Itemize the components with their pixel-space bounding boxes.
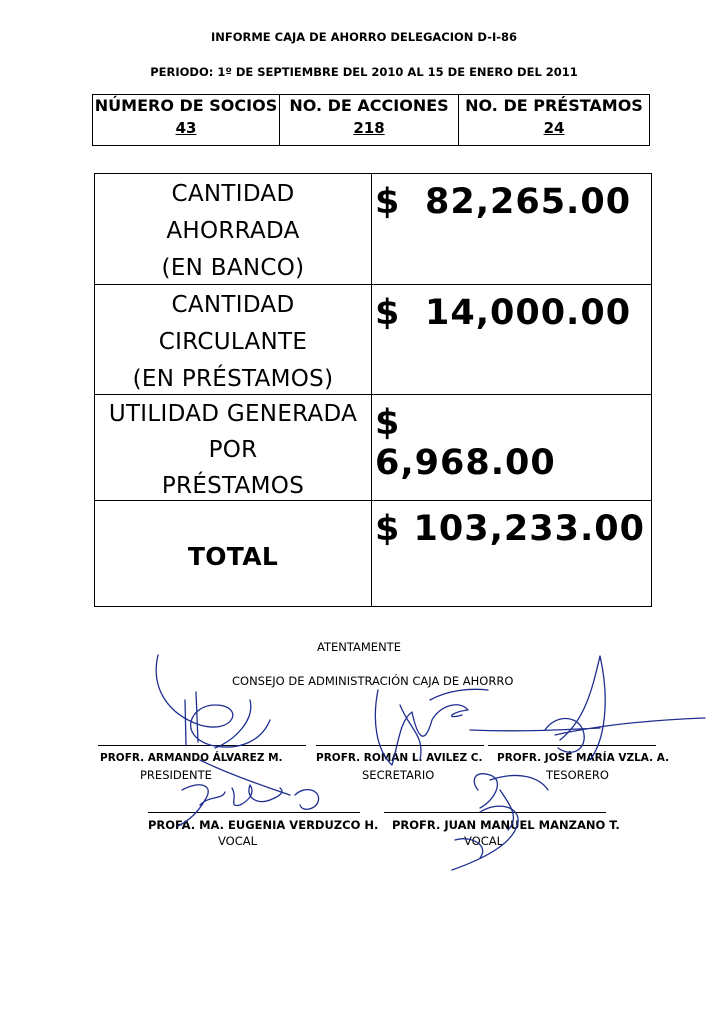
signature-tesorero [470,656,705,760]
report-title: INFORME CAJA DE AHORRO DELEGACION D-I-86 [210,30,518,44]
total-amount: $ 103,233.00 [375,509,645,549]
closing-greeting: ATENTAMENTE [317,640,401,654]
signatory-role: VOCAL [218,834,258,848]
signatory-name: PROFA. MA. EUGENIA VERDUZCO H. [148,818,379,832]
summary-label: NÚMERO DE SOCIOS [94,96,278,115]
amount-label-line: CIRCULANTE [158,329,308,355]
currency-sign: $ [375,182,401,222]
total-label: TOTAL [187,542,279,571]
signature-vocal-eugenia [178,785,319,826]
signatory-name: PROFR. JUAN MANUEL MANZANO T. [392,818,620,832]
amount-number: 6,968.00 [375,443,556,483]
amount-label-line: POR [208,437,258,463]
amount-label-line: AHORRADA [166,218,300,244]
signatory-role: TESORERO [546,768,609,782]
summary-value: 24 [543,119,565,137]
amount-label-line: PRÉSTAMOS [161,473,305,499]
signatory-role: PRESIDENTE [140,768,212,782]
summary-value: 43 [175,119,197,137]
signatory-name: PROFR. JOSÉ MARÍA VZLA. A. [497,752,670,764]
signatory-name: PROFR. ROMÁN L. AVILEZ C. [316,752,483,764]
signatory-name: PROFR. ARMANDO ÁLVAREZ M. [100,752,283,764]
amount-label-line: CANTIDAD [171,292,295,318]
currency-sign: $ [375,293,401,333]
summary-label: NO. DE PRÉSTAMOS [465,96,643,115]
council-name: CONSEJO DE ADMINISTRACIÓN CAJA DE AHORRO [232,674,514,688]
summary-label: NO. DE ACCIONES [289,96,449,115]
amount-label-line: CANTIDAD [171,181,295,207]
signatory-role: SECRETARIO [362,768,435,782]
report-period: PERIODO: 1º DE SEPTIEMBRE DEL 2010 AL 15 DE ENERO DEL 2011 [150,65,578,79]
signature-secretario [375,689,488,765]
currency-sign: $ [375,403,401,443]
amount-label-line: (EN BANCO) [161,255,305,281]
amount-number: 82,265.00 [425,182,632,222]
amount-number: 14,000.00 [425,293,632,333]
signatory-role: VOCAL [464,834,504,848]
amount-label-line: (EN PRÉSTAMOS) [132,366,334,392]
signature-vocal-manzano [452,774,548,870]
amount-label-line: UTILIDAD GENERADA [108,401,358,427]
signature-presidente [156,655,290,795]
summary-value: 218 [353,119,385,137]
